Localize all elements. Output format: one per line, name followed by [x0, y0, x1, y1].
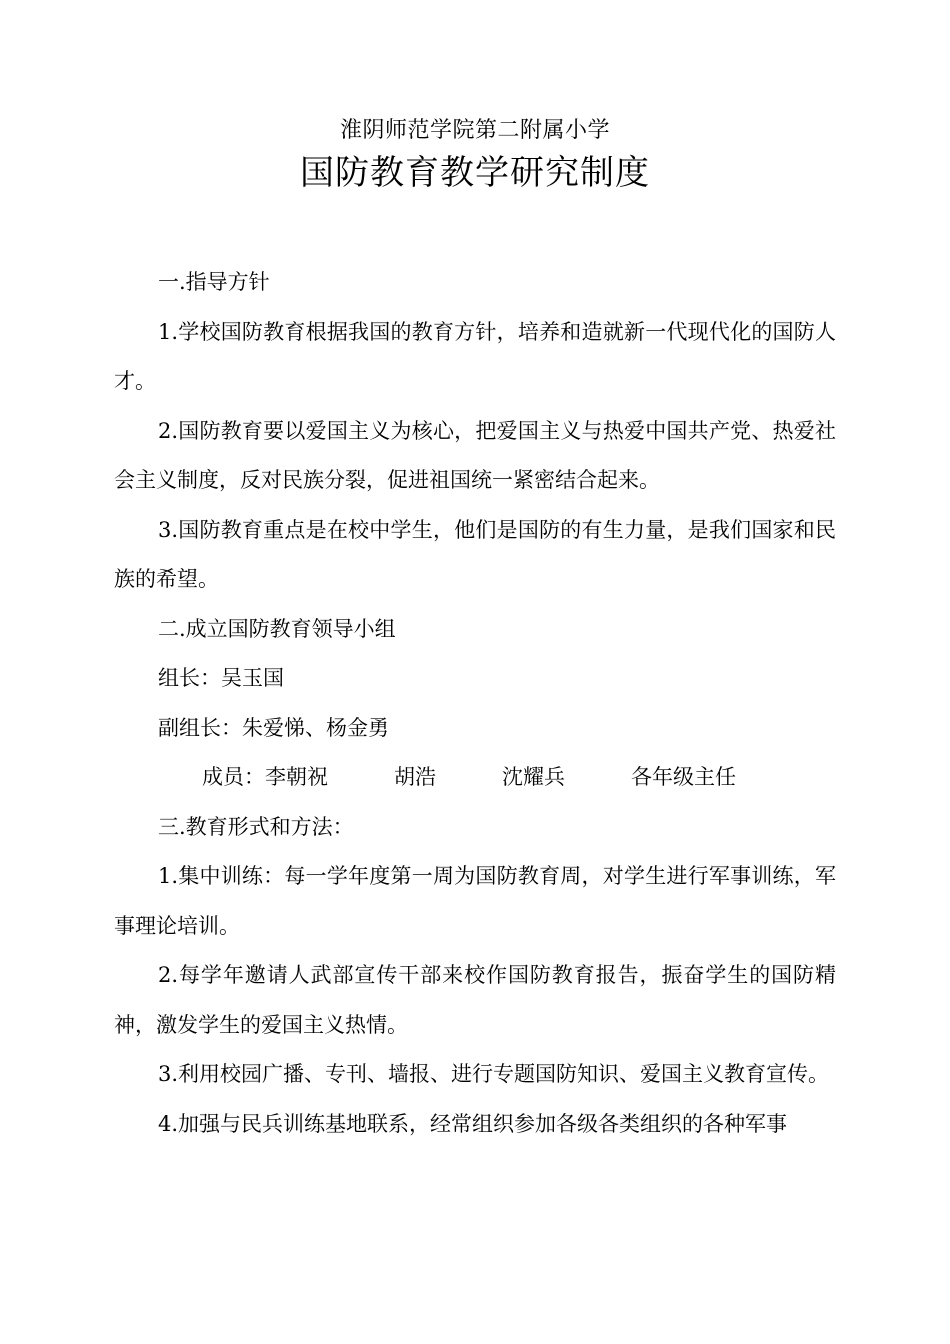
member-name: 各年级主任	[631, 765, 736, 789]
document-title: 国防教育教学研究制度	[300, 153, 650, 193]
member-name: 胡浩	[394, 765, 436, 789]
paragraph: 3.国防教育重点是在校中学生，他们是国防的有生力量，是我们国家和民族的希望。	[114, 517, 836, 591]
paragraph: 3.利用校园广播、专刊、墙报、进行专题国防知识、爱国主义教育宣传。	[158, 1062, 830, 1086]
section-heading-leadership-group: 二.成立国防教育领导小组	[158, 616, 396, 641]
paragraph: 1.学校国防教育根据我国的教育方针，培养和造就新一代现代化的国防人才。	[114, 319, 836, 393]
section-heading-guidelines: 一.指导方针	[158, 270, 270, 294]
paragraph: 2.国防教育要以爱国主义为核心，把爱国主义与热爱中国共产党、热爱社会主义制度，反对民族分裂，促进祖国统一紧密结合起来。	[114, 418, 836, 492]
paragraph: 1.集中训练：每一学年度第一周为国防教育周，对学生进行军事训练，军事理论培训。	[114, 864, 836, 938]
document-body	[114, 258, 836, 1149]
members-line	[114, 753, 836, 803]
document-subtitle: 淮阴师范学院第二附属小学	[339, 118, 610, 143]
members-label: 成员：李朝祝	[202, 765, 328, 789]
paragraph: 4.加强与民兵训练基地联系，经常组织参加各级各类组织的各种军事	[158, 1111, 788, 1136]
paragraph: 2.每学年邀请人武部宣传干部来校作国防教育报告，振奋学生的国防精神，激发学生的爱国主义热情。	[114, 963, 836, 1037]
section-heading-methods: 三.教育形式和方法：	[158, 814, 354, 839]
group-leader-line: 组长：吴玉国	[158, 666, 284, 690]
member-name: 沈耀兵	[502, 765, 565, 789]
vice-leader-line: 副组长：朱爱悌、杨金勇	[158, 715, 389, 740]
